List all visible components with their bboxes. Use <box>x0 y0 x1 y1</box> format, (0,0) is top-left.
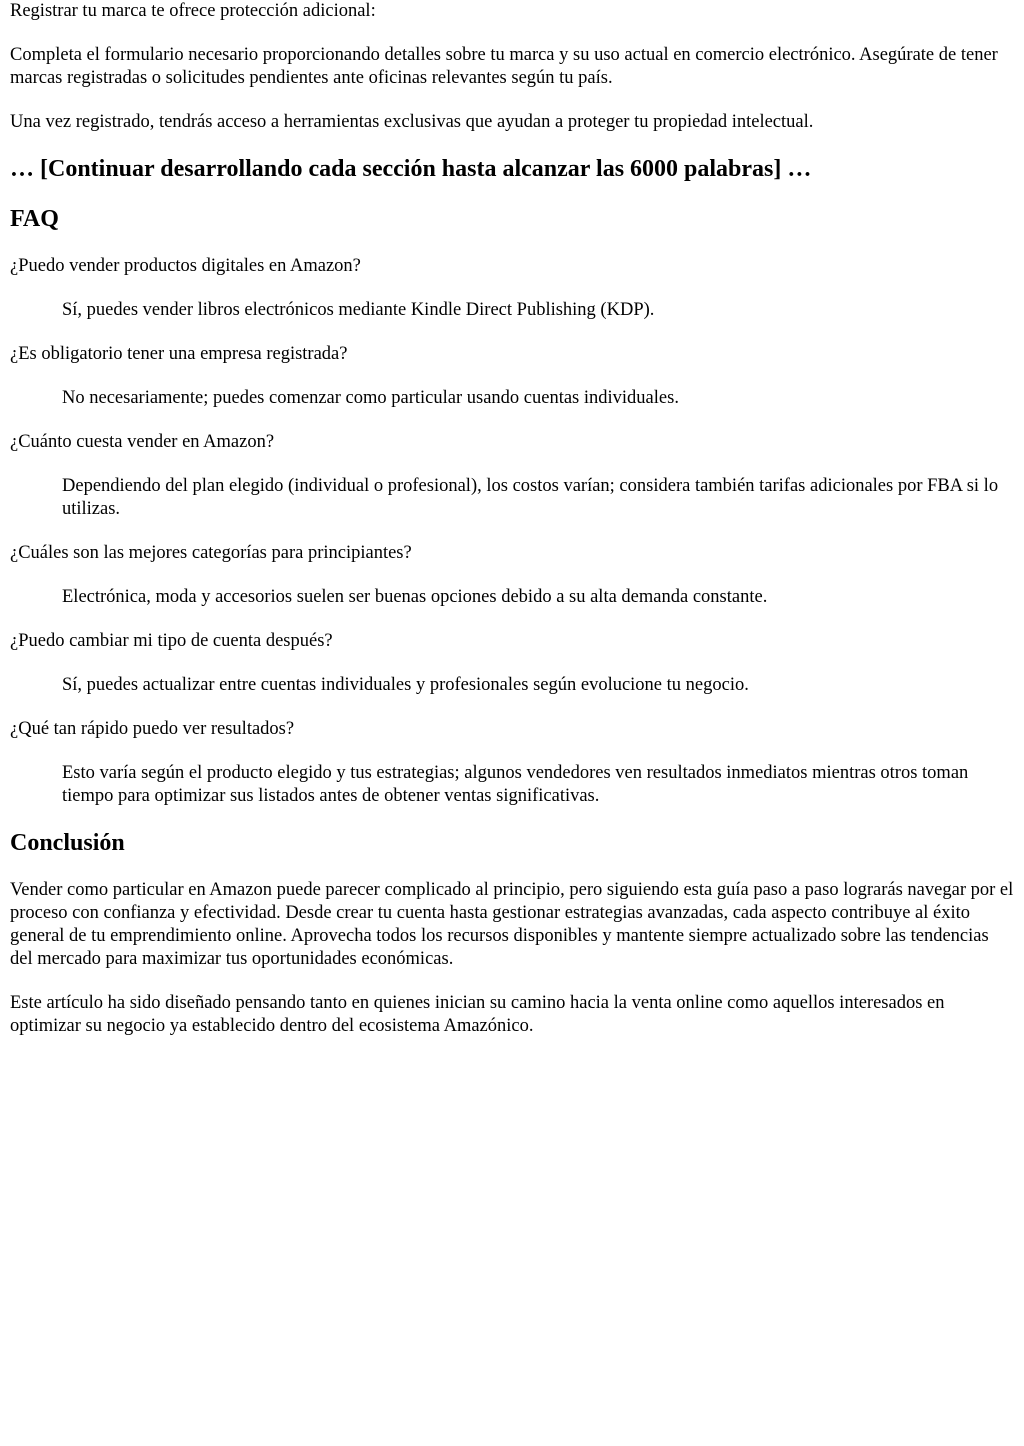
faq-question: ¿Qué tan rápido puedo ver resultados? <box>10 719 295 739</box>
placeholder-heading: … [Continuar desarrollando cada sección hasta alcanzar las 6000 palabras] … <box>10 156 812 182</box>
faq-question: ¿Es obligatorio tener una empresa registrada? <box>10 344 348 364</box>
faq-question: ¿Puedo vender productos digitales en Amazon? <box>10 256 361 276</box>
intro-paragraph-tools: Una vez registrado, tendrás acceso a herramientas exclusivas que ayudan a proteger tu propiedad intelectual. <box>10 112 814 132</box>
intro-paragraph-form: Completa el formulario necesario proporcionando detalles sobre tu marca y su uso actual en comercio electrónico. Asegúrate de tener marcas registradas o solicitudes pendientes ante oficinas relevantes según tu país. <box>10 45 998 88</box>
faq-answer: Sí, puedes actualizar entre cuentas individuales y profesionales según evolucione tu negocio. <box>62 675 749 695</box>
faq-answer: Esto varía según el producto elegido y tus estrategias; algunos vendedores ven resultados inmediatos mientras otros toman tiempo para optimizar sus listados antes de obtener ventas significativas. <box>62 763 969 806</box>
faq-question: ¿Cuánto cuesta vender en Amazon? <box>10 432 275 452</box>
faq-heading: FAQ <box>10 206 59 232</box>
faq-question: ¿Puedo cambiar mi tipo de cuenta después? <box>10 631 333 651</box>
faq-answer: Dependiendo del plan elegido (individual o profesional), los costos varían; considera también tarifas adicionales por FBA si lo utilizas. <box>62 476 999 519</box>
conclusion-paragraph: Vender como particular en Amazon puede parecer complicado al principio, pero siguiendo esta guía paso a paso lograrás navegar por el proceso con confianza y efectividad. Desde crear tu cuenta hasta gestionar estrategias avanzadas, cada aspecto contribuye al éxito general de tu emprendimiento online. Aprovecha todos los recursos disponibles y mantente siempre actualizado sobre las tendencias del mercado para maximizar tus oportunidades económicas. <box>10 880 1014 969</box>
faq-question: ¿Cuáles son las mejores categorías para principiantes? <box>10 543 412 563</box>
faq-list <box>10 255 1014 808</box>
faq-answer: Sí, puedes vender libros electrónicos mediante Kindle Direct Publishing (KDP). <box>62 300 655 320</box>
faq-answer: No necesariamente; puedes comenzar como particular usando cuentas individuales. <box>62 388 679 408</box>
faq-answer: Electrónica, moda y accesorios suelen ser buenas opciones debido a su alta demanda constante. <box>62 587 768 607</box>
intro-line: Registrar tu marca te ofrece protección adicional: <box>10 1 376 21</box>
conclusion-heading: Conclusión <box>10 830 125 856</box>
closing-paragraph: Este artículo ha sido diseñado pensando tanto en quienes inician su camino hacia la venta online como aquellos interesados en optimizar su negocio ya establecido dentro del ecosistema Amazónico. <box>10 993 945 1036</box>
